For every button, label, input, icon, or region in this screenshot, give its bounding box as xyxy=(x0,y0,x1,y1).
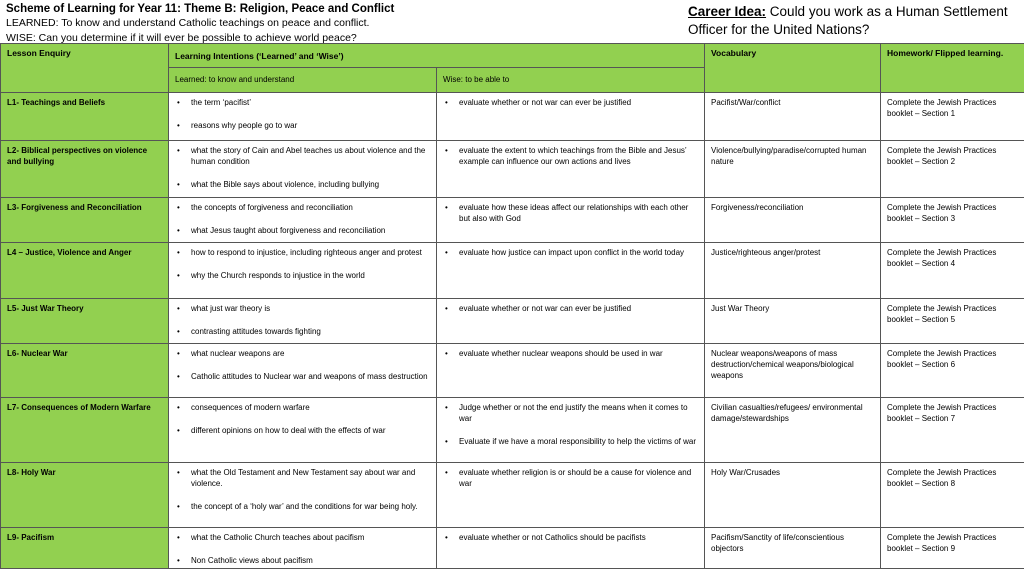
header-lesson-enquiry: Lesson Enquiry xyxy=(1,44,169,93)
vocabulary-cell: Nuclear weapons/weapons of mass destruction/chemical weapons/biological weapons xyxy=(705,344,881,398)
list-item: • reasons why people go to war xyxy=(191,120,430,131)
wise-cell xyxy=(437,93,705,141)
table-row xyxy=(1,463,1024,528)
lesson-cell: L5- Just War Theory xyxy=(1,299,169,344)
career-idea-text: Could you work as a Human Settlement Officer for the United Nations? xyxy=(688,4,1008,37)
vocabulary-cell: Just War Theory xyxy=(705,299,881,344)
learned-cell xyxy=(169,243,437,299)
list-item: • Judge whether or not the end justify the means when it comes to war xyxy=(459,402,698,424)
list-item: • what the Old Testament and New Testament say about war and violence. xyxy=(191,467,430,489)
homework-cell: Complete the Jewish Practices booklet – Section 3 xyxy=(881,198,1024,243)
wise-list xyxy=(443,467,698,489)
subheader-learned: Learned: to know and understand xyxy=(169,68,437,93)
wise-objective: WISE: Can you determine if it will ever be possible to achieve world peace? xyxy=(6,32,357,44)
lesson-cell: L7- Consequences of Modern Warfare xyxy=(1,398,169,463)
learned-list xyxy=(175,532,430,566)
list-item: • evaluate whether nuclear weapons should be used in war xyxy=(459,348,698,359)
list-item: • evaluate the extent to which teachings from the Bible and Jesus’ example can influence our own actions and lives xyxy=(459,145,698,167)
wise-cell xyxy=(437,243,705,299)
homework-cell: Complete the Jewish Practices booklet – Section 8 xyxy=(881,463,1024,528)
career-idea xyxy=(688,3,1018,39)
learned-list xyxy=(175,247,430,281)
lesson-cell: L6- Nuclear War xyxy=(1,344,169,398)
vocabulary-cell: Civilian casualties/refugees/ environmental damage/stewardships xyxy=(705,398,881,463)
learned-list xyxy=(175,303,430,337)
career-idea-label: Career Idea: xyxy=(688,4,767,19)
page-title: Scheme of Learning for Year 11: Theme B: Religion, Peace and Conflict xyxy=(6,3,395,15)
list-item: • Non Catholic views about pacifism xyxy=(191,555,430,566)
header-homework: Homework/ Flipped learning. xyxy=(881,44,1024,93)
list-item: • evaluate how these ideas affect our relationships with each other but also with God xyxy=(459,202,698,224)
learned-cell xyxy=(169,398,437,463)
homework-cell: Complete the Jewish Practices booklet – Section 7 xyxy=(881,398,1024,463)
list-item: • evaluate whether or not Catholics should be pacifists xyxy=(459,532,698,543)
vocabulary-cell: Pacifism/Sanctity of life/conscientious objectors xyxy=(705,528,881,569)
list-item: • the term ‘pacifist’ xyxy=(191,97,430,108)
learned-cell xyxy=(169,141,437,198)
learned-cell xyxy=(169,528,437,569)
lesson-cell: L8- Holy War xyxy=(1,463,169,528)
table-row xyxy=(1,198,1024,243)
list-item: • evaluate whether or not war can ever be justified xyxy=(459,97,698,108)
homework-cell: Complete the Jewish Practices booklet – Section 4 xyxy=(881,243,1024,299)
wise-cell xyxy=(437,398,705,463)
lesson-cell: L3- Forgiveness and Reconciliation xyxy=(1,198,169,243)
table-row xyxy=(1,93,1024,141)
page-header xyxy=(6,2,666,46)
list-item: • why the Church responds to injustice in the world xyxy=(191,270,430,281)
table-row xyxy=(1,243,1024,299)
learned-list xyxy=(175,467,430,512)
vocabulary-cell: Violence/bullying/paradise/corrupted human nature xyxy=(705,141,881,198)
list-item: • what the story of Cain and Abel teaches us about violence and the human condition xyxy=(191,145,430,167)
learned-objective: LEARNED: To know and understand Catholic teachings on peace and conflict. xyxy=(6,17,370,29)
learned-cell xyxy=(169,93,437,141)
wise-list xyxy=(443,202,698,224)
learned-list xyxy=(175,348,430,382)
vocabulary-cell: Justice/righteous anger/protest xyxy=(705,243,881,299)
learned-cell xyxy=(169,344,437,398)
vocabulary-cell: Pacifist/War/conflict xyxy=(705,93,881,141)
wise-cell xyxy=(437,299,705,344)
header-learning-intentions: Learning Intentions (‘Learned’ and ‘Wise’) xyxy=(169,44,705,68)
list-item: • what nuclear weapons are xyxy=(191,348,430,359)
wise-list xyxy=(443,348,698,359)
wise-list xyxy=(443,97,698,108)
learned-list xyxy=(175,402,430,436)
list-item: • the concept of a ‘holy war’ and the conditions for war being holy. xyxy=(191,501,430,512)
table-row xyxy=(1,299,1024,344)
table-row xyxy=(1,344,1024,398)
header-vocabulary: Vocabulary xyxy=(705,44,881,93)
homework-cell: Complete the Jewish Practices booklet – Section 5 xyxy=(881,299,1024,344)
vocabulary-cell: Holy War/Crusades xyxy=(705,463,881,528)
learned-cell xyxy=(169,198,437,243)
list-item: • what just war theory is xyxy=(191,303,430,314)
list-item: • evaluate whether or not war can ever be justified xyxy=(459,303,698,314)
list-item: • contrasting attitudes towards fighting xyxy=(191,326,430,337)
list-item: • the concepts of forgiveness and reconciliation xyxy=(191,202,430,213)
vocabulary-cell: Forgiveness/reconciliation xyxy=(705,198,881,243)
subheader-wise: Wise: to be able to xyxy=(437,68,705,93)
learned-list xyxy=(175,97,430,131)
table-row xyxy=(1,528,1024,569)
list-item: • what the Bible says about violence, including bullying xyxy=(191,179,430,190)
homework-cell: Complete the Jewish Practices booklet – Section 6 xyxy=(881,344,1024,398)
lesson-cell: L1- Teachings and Beliefs xyxy=(1,93,169,141)
homework-cell: Complete the Jewish Practices booklet – Section 9 xyxy=(881,528,1024,569)
wise-cell xyxy=(437,344,705,398)
list-item: • Evaluate if we have a moral responsibility to help the victims of war xyxy=(459,436,698,447)
lesson-cell: L9- Pacifism xyxy=(1,528,169,569)
learned-cell xyxy=(169,463,437,528)
lesson-cell: L2- Biblical perspectives on violence and bullying xyxy=(1,141,169,198)
lesson-cell: L4 – Justice, Violence and Anger xyxy=(1,243,169,299)
wise-list xyxy=(443,145,698,167)
table-row xyxy=(1,141,1024,198)
list-item: • how to respond to injustice, including righteous anger and protest xyxy=(191,247,430,258)
wise-cell xyxy=(437,528,705,569)
wise-list xyxy=(443,402,698,447)
wise-list xyxy=(443,532,698,543)
list-item: • what the Catholic Church teaches about pacifism xyxy=(191,532,430,543)
wise-cell xyxy=(437,141,705,198)
wise-list xyxy=(443,303,698,314)
wise-cell xyxy=(437,198,705,243)
learned-list xyxy=(175,202,430,236)
list-item: • different opinions on how to deal with the effects of war xyxy=(191,425,430,436)
wise-cell xyxy=(437,463,705,528)
list-item: • what Jesus taught about forgiveness and reconciliation xyxy=(191,225,430,236)
list-item: • consequences of modern warfare xyxy=(191,402,430,413)
homework-cell: Complete the Jewish Practices booklet – Section 1 xyxy=(881,93,1024,141)
learned-list xyxy=(175,145,430,190)
learned-cell xyxy=(169,299,437,344)
table-row xyxy=(1,398,1024,463)
list-item: • evaluate how justice can impact upon conflict in the world today xyxy=(459,247,698,258)
scheme-table xyxy=(0,43,1024,569)
homework-cell: Complete the Jewish Practices booklet – Section 2 xyxy=(881,141,1024,198)
list-item: • evaluate whether religion is or should be a cause for violence and war xyxy=(459,467,698,489)
wise-list xyxy=(443,247,698,258)
list-item: • Catholic attitudes to Nuclear war and weapons of mass destruction xyxy=(191,371,430,382)
